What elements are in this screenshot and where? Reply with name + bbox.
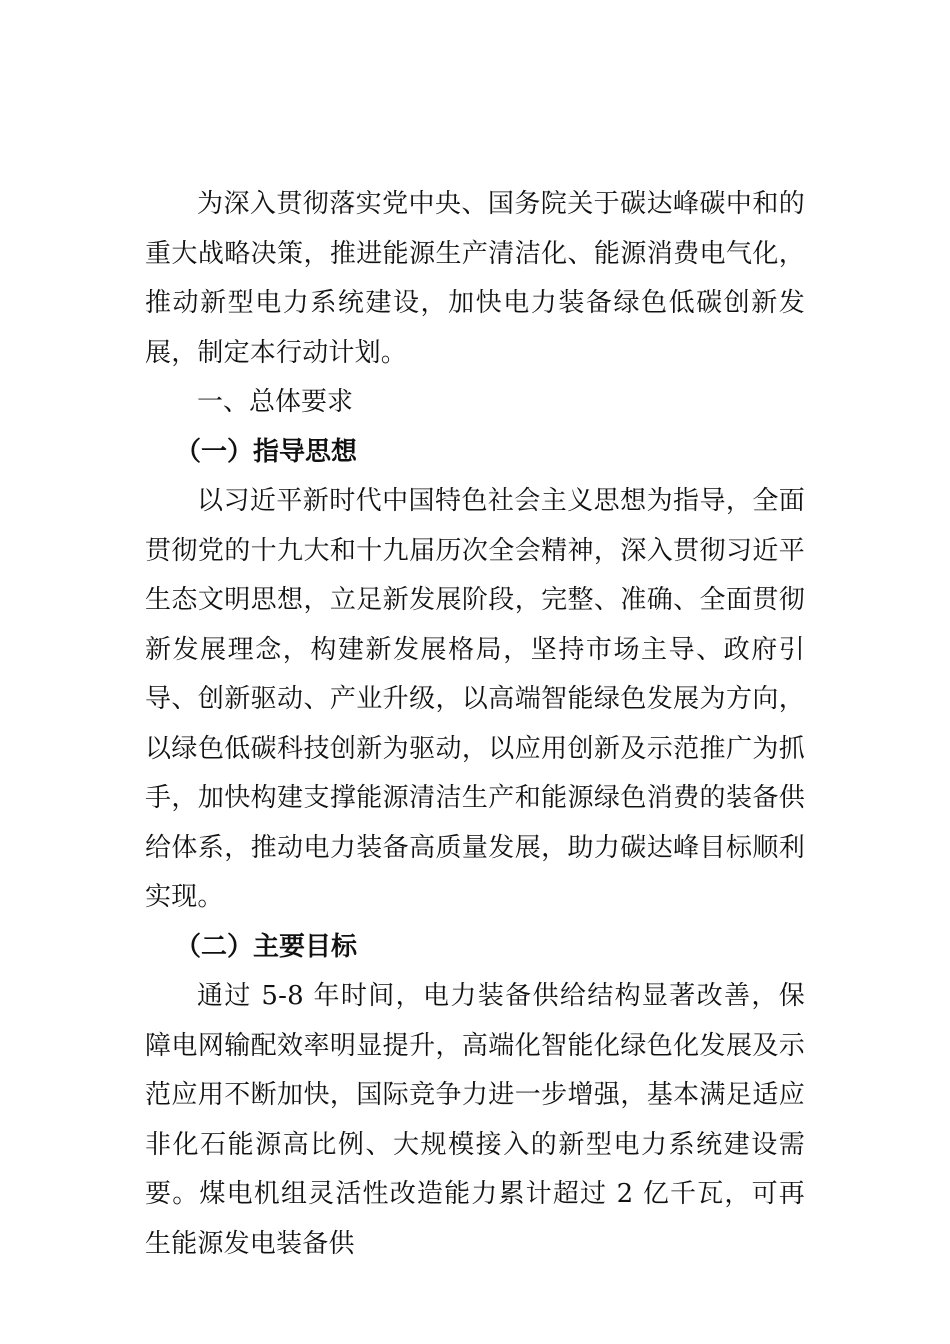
main-goals-paragraph: 通过 5-8 年时间，电力装备供给结构显著改善，保障电网输配效率明显提升，高端化智能化绿色化发展及示范应用不断加快，国际竞争力进一步增强，基本满足适应非化石能源高比例、大规模接入的新型电力系统建设需要。煤电机组灵活性改造能力累计超过 2 亿千瓦，可再生能源发电装备供 bbox=[145, 981, 805, 1259]
intro-paragraph: 为深入贯彻落实党中央、国务院关于碳达峰碳中和的重大战略决策，推进能源生产清洁化、能源消费电气化，推动新型电力系统建设，加快电力装备绿色低碳创新发展，制定本行动计划。 bbox=[145, 189, 805, 368]
section-heading-general-requirements: 一、总体要求 bbox=[197, 387, 354, 417]
subsection-heading-main-goals: （二）主要目标 bbox=[175, 931, 358, 962]
subsection-heading-guiding-ideology: （一）指导思想 bbox=[175, 436, 358, 467]
document-body bbox=[145, 180, 805, 1269]
guiding-ideology-paragraph: 以习近平新时代中国特色社会主义思想为指导，全面贯彻党的十九大和十九届历次全会精神，深入贯彻习近平生态文明思想，立足新发展阶段，完整、准确、全面贯彻新发展理念，构建新发展格局，坚持市场主导、政府引导、创新驱动、产业升级，以高端智能绿色发展为方向，以绿色低碳科技创新为驱动，以应用创新及示范推广为抓手，加快构建支撑能源清洁生产和能源绿色消费的装备供给体系，推动电力装备高质量发展，助力碳达峰目标顺利实现。 bbox=[145, 486, 805, 912]
